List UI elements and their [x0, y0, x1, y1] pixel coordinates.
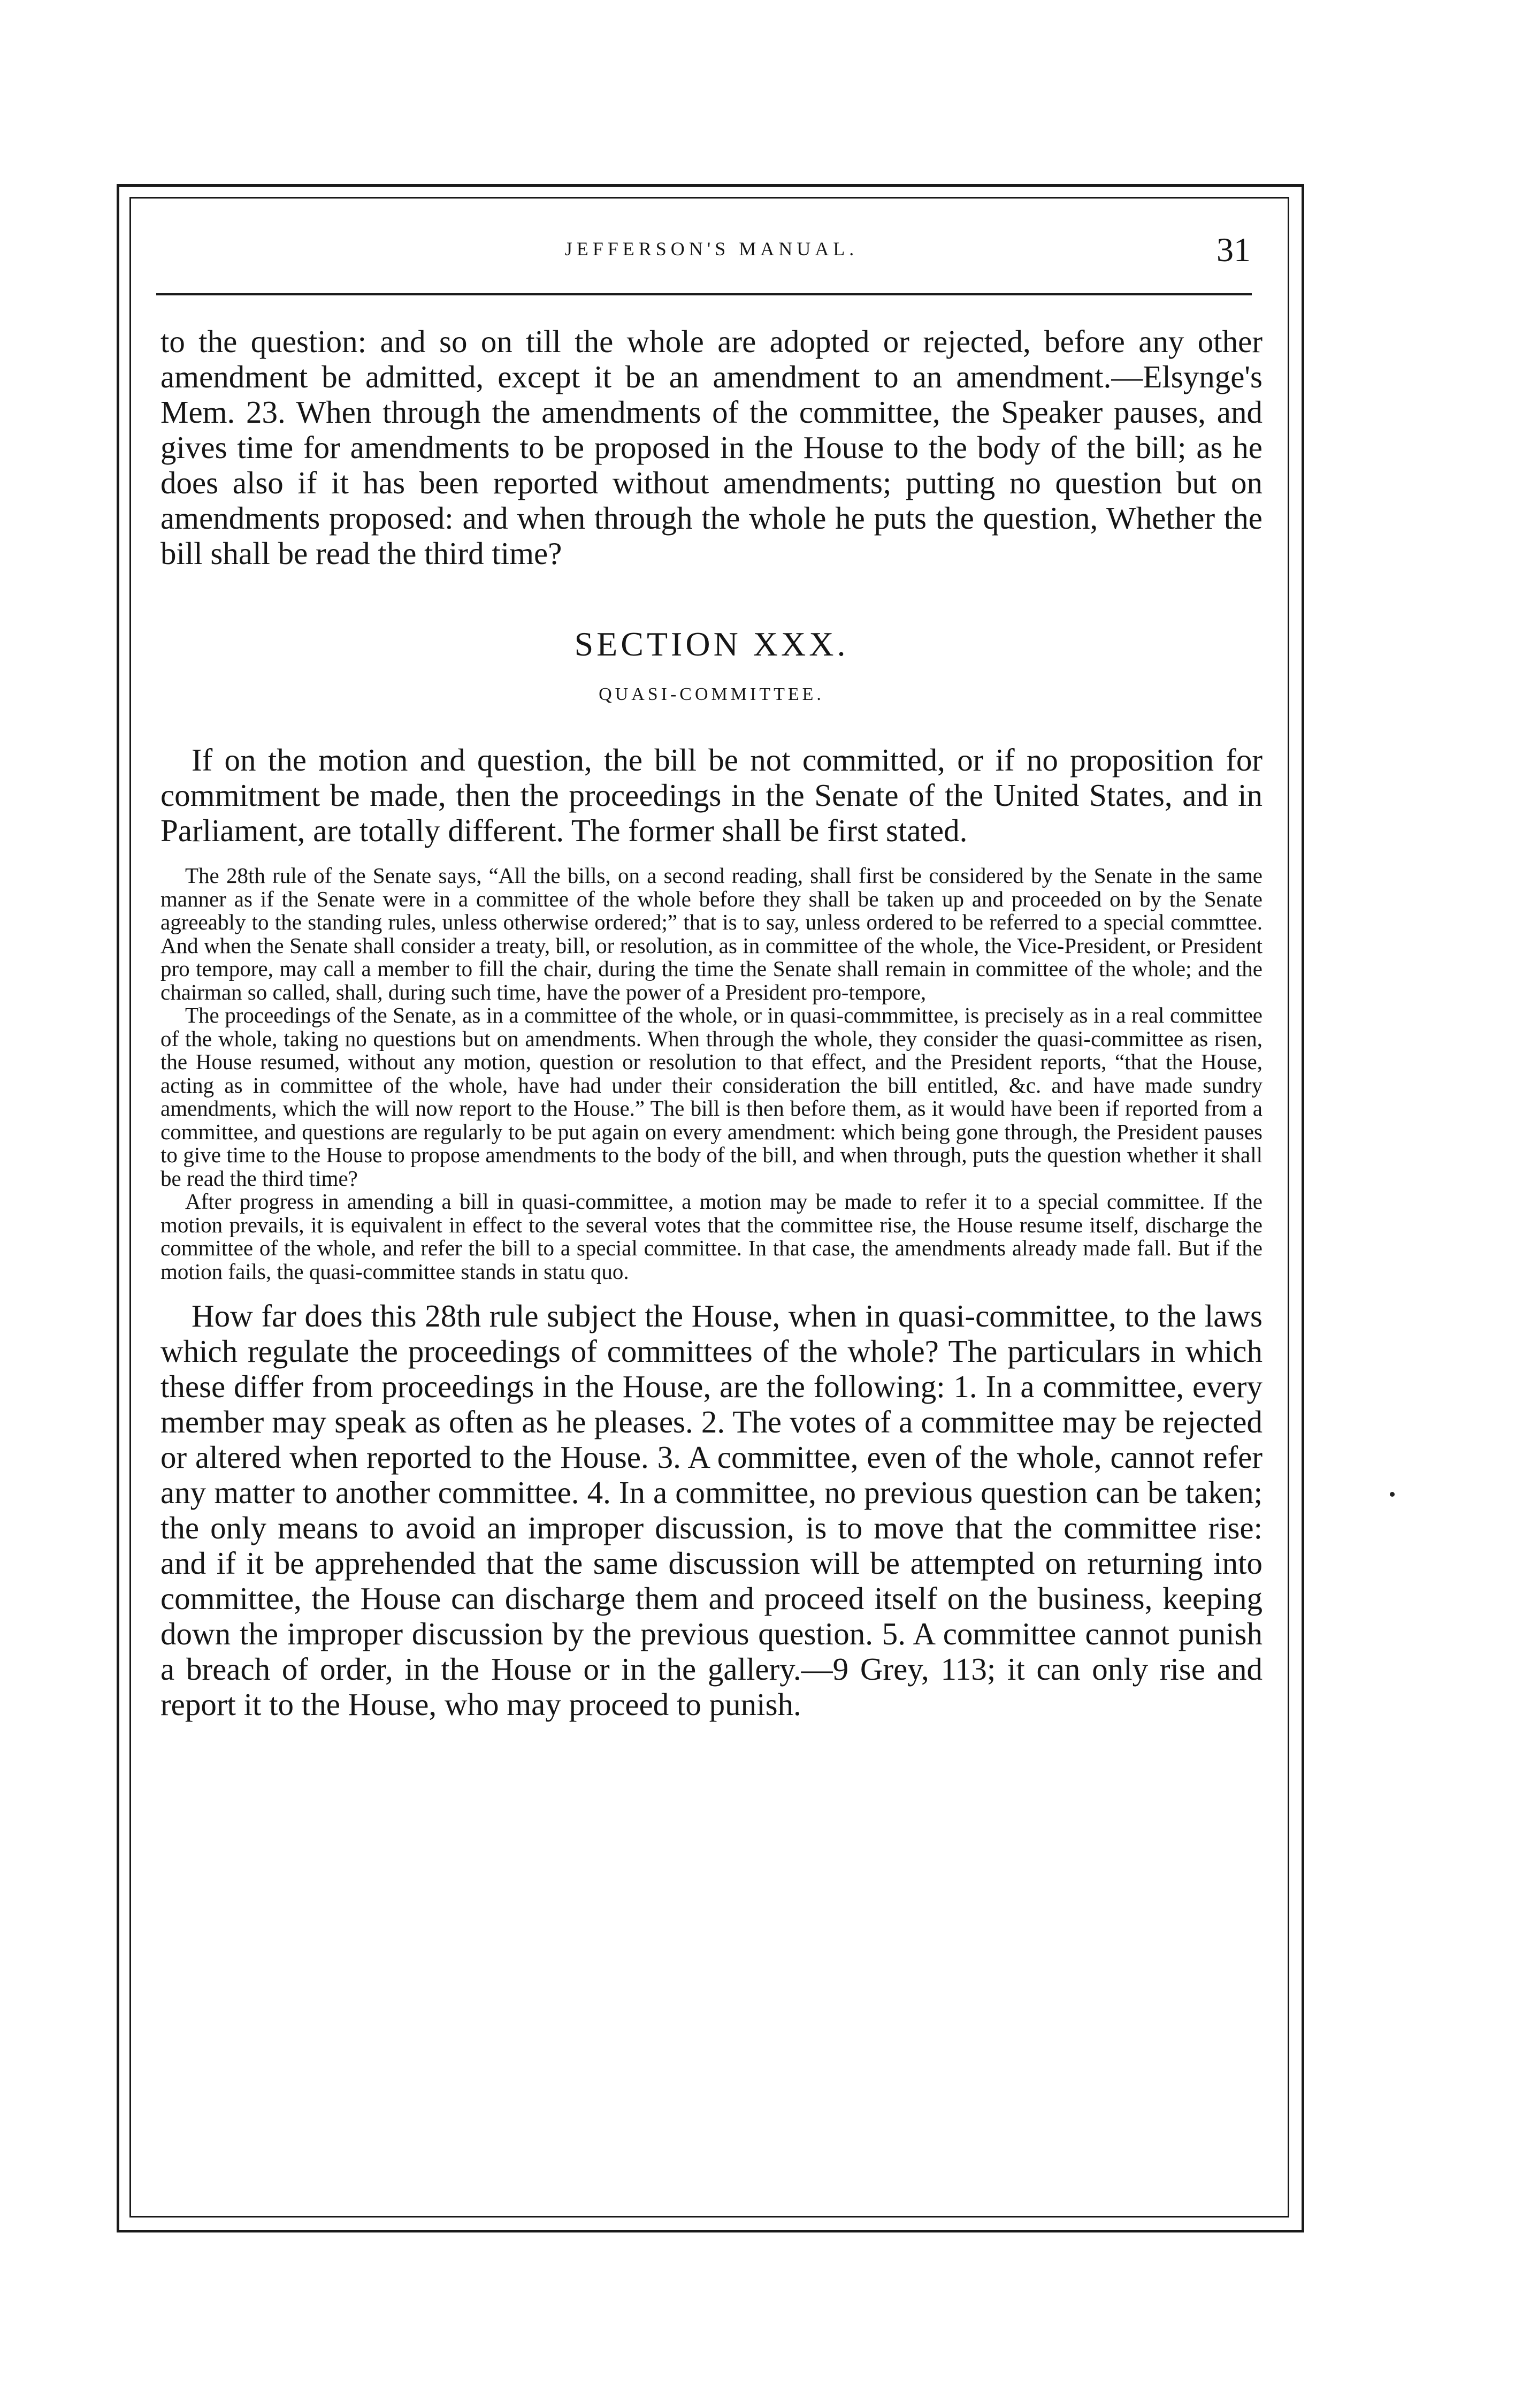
header-rule: [156, 293, 1252, 295]
running-head: [166, 230, 1257, 284]
section-subheading: QUASI-COMMITTEE.: [599, 684, 824, 704]
continuation-paragraph: to the question: and so on till the whole are adopted or rejected, before any other amendment be admitted, except it be an amendment to an amendment.—Elsynge's Mem. 23. When through the amendments of the committee, the Speaker pauses, and gives time for amendments to be proposed in the House to the body of the bill; as he does also if it has been reported without amendments; putting no question but on amendments proposed: and when through the whole he puts the question, Whether the bill shall be read the third time?: [160, 324, 1262, 571]
running-title: JEFFERSON'S MANUAL.: [564, 238, 859, 260]
section-heading: SECTION XXX.: [574, 625, 849, 663]
notes-block: [160, 864, 1262, 1283]
page-number: 31: [1216, 231, 1251, 269]
note-paragraph-1: The 28th rule of the Senate says, “All the bills, on a second reading, shall first be considered by the Senate in the same manner as if the Senate were in a committee of the whole before they shall be taken up and proceeded on by the Senate agreeably to the standing rules, unless otherwise ordered;” that is to say, unless ordered to be referred to a special commttee. And when the Senate shall consider a treaty, bill, or resolution, as in committee of the whole, the Vice-President, or President pro tempore, may call a member to fill the chair, during the time the Senate shall remain in committee of the whole; and the chairman so called, shall, during such time, have the power of a President pro-tempore,: [160, 863, 1262, 1004]
note-paragraph-3: After progress in amending a bill in quasi-committee, a motion may be made to refer it to a special committee. If the motion prevails, it is equivalent in effect to the several votes that the committee rise, the House resume itself, discharge the committee of the whole, and refer the bill to a special committee. In that case, the amendments already made fall. But if the motion fails, the quasi-committee stands in statu quo.: [160, 1189, 1262, 1284]
page-body: [160, 324, 1262, 1722]
closing-paragraph: How far does this 28th rule subject the House, when in quasi-committee, to the laws which regulate the proceedings of committees of the whole? The particulars in which these differ from proceedings in the House, are the following: 1. In a committee, every member may speak as often as he pleases. 2. The votes of a committee may be rejected or altered when reported to the House. 3. A committee, even of the whole, cannot refer any matter to another committee. 4. In a committee, no previous question can be taken; the only means to avoid an improper discussion, is to move that the committee rise: and if it be apprehended that the same discussion will be attempted on returning into committee, the House can discharge them and proceed itself on the business, keeping down the improper discussion by the previous question. 5. A committee cannot punish a breach of order, in the House or in the gallery.—9 Grey, 113; it can only rise and report it to the House, who may proceed to punish.: [160, 1298, 1262, 1722]
intro-paragraph: If on the motion and question, the bill be not committed, or if no proposition for commitment be made, then the proceedings in the Senate of the United States, and in Parliament, are totally different. The former shall be first stated.: [160, 742, 1262, 848]
ink-speck: [1390, 1492, 1395, 1497]
note-paragraph-2: The proceedings of the Senate, as in a committee of the whole, or in quasi-commmittee, is precisely as in a real committee of the whole, taking no questions but on amendments. When through the whole, they consider the quasi-committee as risen, the House resumed, without any motion, question or resolution to that effect, and the President reports, “that the House, acting as in committee of the whole, have had under their consideration the bill entitled, &c. and have made sundry amendments, which the will now report to the House.” The bill is then before them, as it would have been if reported from a committee, and questions are regularly to be put again on every amendment: which being gone through, the President pauses to give time to the House to propose amendments to the body of the bill, and when through, puts the question whether it shall be read the third time?: [160, 1003, 1262, 1191]
